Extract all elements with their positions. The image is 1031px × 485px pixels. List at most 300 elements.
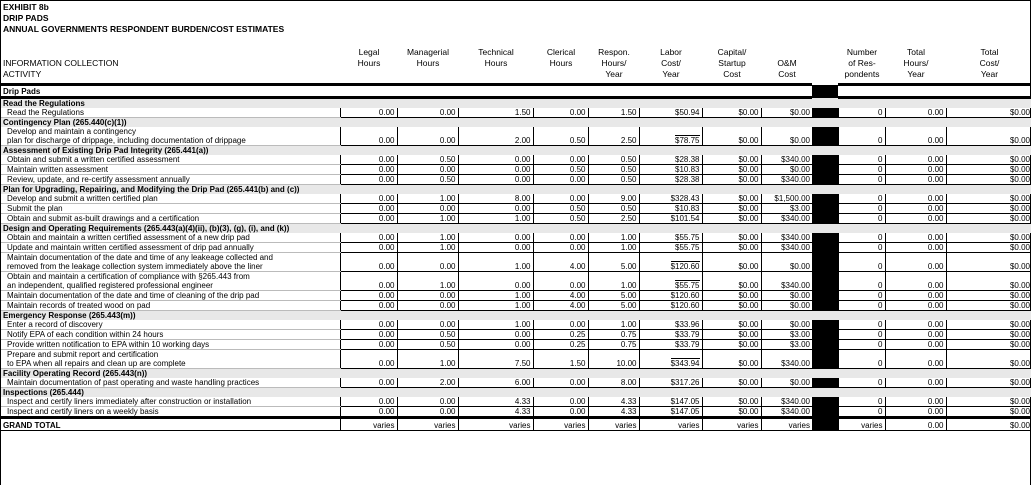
- technical-hours-cell: 1.00: [458, 301, 533, 311]
- labor-cost-value: $120.60: [670, 261, 700, 271]
- activity-label: Maintain records of treated wood on pad: [1, 301, 340, 311]
- section-header-row: [1, 118, 1031, 128]
- table-row: [1, 155, 1031, 165]
- managerial-hours-cell: 0.00: [397, 320, 458, 330]
- total-hours-cell: 0.00: [885, 320, 946, 330]
- legal-hours-cell: 0.00: [340, 155, 397, 165]
- separator-bar: [812, 311, 838, 321]
- grand-total-respon-hours: varies: [588, 418, 639, 431]
- respon-hours-cell: 0.50: [588, 155, 639, 165]
- capital-cost-cell: $0.00: [702, 340, 761, 350]
- om-cost-cell: $3.00: [761, 204, 812, 214]
- section-header-row: [1, 185, 1031, 195]
- legal-hours-cell: 0.00: [340, 194, 397, 204]
- separator-bar: [812, 118, 838, 128]
- managerial-hours-cell: 2.00: [397, 378, 458, 388]
- activity-label: Obtain and submit as-built drawings and a certification: [1, 214, 340, 224]
- total-hours-cell: 0.00: [885, 175, 946, 185]
- managerial-hours-cell: 0.00: [397, 108, 458, 118]
- respon-hours-cell: 5.00: [588, 253, 639, 272]
- total-hours-cell: 0.00: [885, 127, 946, 146]
- header-capital: Capital/ Startup Cost: [717, 47, 747, 79]
- managerial-hours-cell: 0.00: [397, 291, 458, 301]
- legal-hours-cell: 0.00: [340, 253, 397, 272]
- separator-bar: [812, 272, 838, 291]
- activity-label: Read the Regulations: [1, 108, 340, 118]
- section-label: Assessment of Existing Drip Pad Integrity (265.441(a)): [1, 146, 812, 156]
- managerial-hours-cell: 1.00: [397, 350, 458, 369]
- header-legal: Legal Hours: [357, 47, 381, 68]
- technical-hours-cell: 0.00: [458, 340, 533, 350]
- om-cost-cell: $0.00: [761, 253, 812, 272]
- labor-cost-cell: $101.54: [639, 214, 702, 224]
- clerical-hours-cell: 0.50: [533, 214, 588, 224]
- total-hours-cell: 0.00: [885, 330, 946, 340]
- technical-hours-cell: 2.00: [458, 127, 533, 146]
- legal-hours-cell: 0.00: [340, 407, 397, 418]
- separator-bar: [812, 165, 838, 175]
- activity-label-line2: to EPA when all repairs and clean up are complete: [7, 358, 186, 368]
- om-cost-cell: $0.00: [761, 127, 812, 146]
- om-cost-cell: $340.00: [761, 175, 812, 185]
- separator-bar: [812, 204, 838, 214]
- total-hours-cell: 0.00: [885, 340, 946, 350]
- respon-hours-cell: 1.00: [588, 243, 639, 253]
- total-hours-cell: 0.00: [885, 204, 946, 214]
- section-header-row: [1, 98, 1031, 109]
- total-cost-cell: $0.00: [946, 397, 1031, 407]
- respon-hours-cell: 1.00: [588, 320, 639, 330]
- labor-cost-value: $343.94: [670, 358, 700, 368]
- legal-hours-cell: 0.00: [340, 320, 397, 330]
- legal-hours-cell: 0.00: [340, 165, 397, 175]
- activity-label: Inspect and certify liners immediately after construction or installation: [1, 397, 340, 407]
- activity-label: Update and maintain written certified assessment of drip pad annually: [1, 243, 340, 253]
- labor-cost-cell: $10.83: [639, 204, 702, 214]
- section-header-row: [1, 388, 1031, 398]
- num-respondents-cell: 0: [838, 175, 885, 185]
- table-title: ANNUAL GOVERNMENTS RESPONDENT BURDEN/COST ESTIMATES: [3, 24, 285, 34]
- managerial-hours-cell: 1.00: [397, 233, 458, 243]
- capital-cost-cell: $0.00: [702, 407, 761, 418]
- total-cost-cell: $0.00: [946, 407, 1031, 418]
- technical-hours-cell: 1.00: [458, 214, 533, 224]
- section-label: Read the Regulations: [1, 98, 812, 109]
- activity-label: [1, 253, 340, 272]
- section-label: Emergency Response (265.443(m)): [1, 311, 812, 321]
- managerial-hours-cell: 1.00: [397, 214, 458, 224]
- respon-hours-cell: 9.00: [588, 194, 639, 204]
- legal-hours-cell: 0.00: [340, 204, 397, 214]
- managerial-hours-cell: 0.50: [397, 155, 458, 165]
- legal-hours-cell: 0.00: [340, 175, 397, 185]
- technical-hours-cell: 0.00: [458, 155, 533, 165]
- separator-bar: [812, 175, 838, 185]
- total-cost-cell: $0.00: [946, 165, 1031, 175]
- num-respondents-cell: 0: [838, 330, 885, 340]
- table-row: [1, 320, 1031, 330]
- clerical-hours-cell: 0.50: [533, 204, 588, 214]
- activity-label: Obtain and maintain a written certified assessment of a new drip pad: [1, 233, 340, 243]
- labor-cost-cell: $28.38: [639, 155, 702, 165]
- separator-bar: [812, 155, 838, 165]
- clerical-hours-cell: 0.00: [533, 272, 588, 291]
- table-row: [1, 301, 1031, 311]
- clerical-hours-cell: 0.00: [533, 155, 588, 165]
- exhibit-title: EXHIBIT 8b: [3, 2, 49, 12]
- technical-hours-cell: 1.00: [458, 291, 533, 301]
- num-respondents-cell: 0: [838, 155, 885, 165]
- labor-cost-cell: $120.60: [639, 291, 702, 301]
- section-header-row: [1, 146, 1031, 156]
- num-respondents-cell: 0: [838, 253, 885, 272]
- om-cost-cell: $0.00: [761, 165, 812, 175]
- total-hours-cell: 0.00: [885, 378, 946, 388]
- num-respondents-cell: 0: [838, 194, 885, 204]
- legal-hours-cell: 0.00: [340, 108, 397, 118]
- technical-hours-cell: 7.50: [458, 350, 533, 369]
- separator-bar: [812, 194, 838, 204]
- total-cost-cell: $0.00: [946, 330, 1031, 340]
- activity-label-line1: Obtain and maintain a certification of compliance with §265.443 from: [7, 272, 250, 281]
- managerial-hours-cell: 0.00: [397, 397, 458, 407]
- labor-cost-value: $78.75: [675, 135, 700, 145]
- om-cost-cell: $340.00: [761, 233, 812, 243]
- om-cost-cell: $340.00: [761, 407, 812, 418]
- managerial-hours-cell: 0.00: [397, 127, 458, 146]
- technical-hours-cell: 1.00: [458, 320, 533, 330]
- managerial-hours-cell: 1.00: [397, 243, 458, 253]
- respon-hours-cell: 10.00: [588, 350, 639, 369]
- separator-bar: [812, 233, 838, 243]
- clerical-hours-cell: 0.00: [533, 108, 588, 118]
- clerical-hours-cell: 0.50: [533, 165, 588, 175]
- capital-cost-cell: $0.00: [702, 127, 761, 146]
- total-cost-cell: $0.00: [946, 301, 1031, 311]
- grand-total-total-cost: $0.00: [946, 418, 1031, 431]
- total-cost-cell: $0.00: [946, 108, 1031, 118]
- labor-cost-cell: [639, 253, 702, 272]
- table-row: [1, 253, 1031, 272]
- labor-cost-cell: $33.79: [639, 330, 702, 340]
- capital-cost-cell: $0.00: [702, 291, 761, 301]
- capital-cost-cell: $0.00: [702, 253, 761, 272]
- respon-hours-cell: 1.50: [588, 108, 639, 118]
- grand-total-legal-hours: varies: [340, 418, 397, 431]
- managerial-hours-cell: 0.50: [397, 330, 458, 340]
- activity-label-line2: removed from the leakage collection system immediately above the liner: [7, 261, 263, 271]
- activity-label: Obtain and submit a written certified assessment: [1, 155, 340, 165]
- om-cost-cell: $340.00: [761, 155, 812, 165]
- num-respondents-cell: 0: [838, 320, 885, 330]
- clerical-hours-cell: 0.00: [533, 194, 588, 204]
- activity-label: [1, 350, 340, 369]
- total-cost-cell: $0.00: [946, 340, 1031, 350]
- separator-bar: [812, 378, 838, 388]
- clerical-hours-cell: 1.50: [533, 350, 588, 369]
- legal-hours-cell: 0.00: [340, 301, 397, 311]
- labor-cost-value: $55.75: [675, 280, 700, 290]
- technical-hours-cell: 4.33: [458, 407, 533, 418]
- activity-label: Submit the plan: [1, 204, 340, 214]
- total-cost-cell: $0.00: [946, 214, 1031, 224]
- total-hours-cell: 0.00: [885, 233, 946, 243]
- technical-hours-cell: 0.00: [458, 272, 533, 291]
- capital-cost-cell: $0.00: [702, 108, 761, 118]
- num-respondents-cell: 0: [838, 108, 885, 118]
- om-cost-cell: $340.00: [761, 350, 812, 369]
- technical-hours-cell: 0.00: [458, 243, 533, 253]
- grand-total-row: [1, 418, 1031, 431]
- grand-total-managerial-hours: varies: [397, 418, 458, 431]
- technical-hours-cell: 0.00: [458, 165, 533, 175]
- header-clerical: Clerical Hours: [546, 47, 576, 68]
- table-row: [1, 214, 1031, 224]
- separator-bar: [812, 397, 838, 407]
- header-labor: Labor Cost/ Year: [660, 47, 682, 79]
- total-hours-cell: 0.00: [885, 194, 946, 204]
- legal-hours-cell: 0.00: [340, 350, 397, 369]
- total-hours-cell: 0.00: [885, 272, 946, 291]
- grand-total-total-hours: 0.00: [885, 418, 946, 431]
- labor-cost-cell: $28.38: [639, 175, 702, 185]
- table-row: [1, 243, 1031, 253]
- total-cost-cell: $0.00: [946, 175, 1031, 185]
- total-hours-cell: 0.00: [885, 301, 946, 311]
- respon-hours-cell: 1.00: [588, 272, 639, 291]
- num-respondents-cell: 0: [838, 204, 885, 214]
- om-cost-cell: $340.00: [761, 243, 812, 253]
- labor-cost-cell: $33.96: [639, 320, 702, 330]
- respon-hours-cell: 4.33: [588, 407, 639, 418]
- om-cost-cell: $0.00: [761, 291, 812, 301]
- technical-hours-cell: 8.00: [458, 194, 533, 204]
- separator-bar: [812, 320, 838, 330]
- managerial-hours-cell: 0.00: [397, 301, 458, 311]
- clerical-hours-cell: 0.00: [533, 397, 588, 407]
- separator-bar: [812, 291, 838, 301]
- activity-label: Provide written notification to EPA within 10 working days: [1, 340, 340, 350]
- managerial-hours-cell: 0.00: [397, 407, 458, 418]
- clerical-hours-cell: 4.00: [533, 291, 588, 301]
- managerial-hours-cell: 0.00: [397, 204, 458, 214]
- section-label: Inspections (265.444): [1, 388, 812, 398]
- table-row: [1, 407, 1031, 418]
- separator-bar: [812, 127, 838, 146]
- capital-cost-cell: $0.00: [702, 194, 761, 204]
- total-cost-cell: $0.00: [946, 243, 1031, 253]
- table-row: [1, 233, 1031, 243]
- respon-hours-cell: 0.50: [588, 204, 639, 214]
- header-totalhours: Total Hours/ Year: [903, 47, 929, 79]
- total-hours-cell: 0.00: [885, 214, 946, 224]
- separator-bar: [812, 108, 838, 118]
- capital-cost-cell: $0.00: [702, 320, 761, 330]
- total-cost-cell: $0.00: [946, 378, 1031, 388]
- clerical-hours-cell: 0.00: [533, 233, 588, 243]
- activity-label: [1, 272, 340, 291]
- table-row: [1, 194, 1031, 204]
- grand-total-capital-cost: varies: [702, 418, 761, 431]
- table-row: [1, 330, 1031, 340]
- legal-hours-cell: 0.00: [340, 291, 397, 301]
- total-cost-cell: $0.00: [946, 233, 1031, 243]
- capital-cost-cell: $0.00: [702, 214, 761, 224]
- legal-hours-cell: 0.00: [340, 397, 397, 407]
- table-row: [1, 397, 1031, 407]
- table-row: [1, 165, 1031, 175]
- technical-hours-cell: 1.50: [458, 108, 533, 118]
- table-row: [1, 272, 1031, 291]
- om-cost-cell: $0.00: [761, 320, 812, 330]
- total-hours-cell: 0.00: [885, 407, 946, 418]
- section-header-row: [1, 224, 1031, 234]
- grand-total-labor-cost: varies: [639, 418, 702, 431]
- separator-bar: [812, 388, 838, 398]
- clerical-hours-cell: 0.00: [533, 243, 588, 253]
- managerial-hours-cell: 0.00: [397, 253, 458, 272]
- total-cost-cell: $0.00: [946, 272, 1031, 291]
- header-managerial: Managerial Hours: [406, 47, 450, 68]
- capital-cost-cell: $0.00: [702, 272, 761, 291]
- num-respondents-cell: 0: [838, 243, 885, 253]
- activity-label: Review, update, and re-certify assessment annually: [1, 175, 340, 185]
- total-cost-cell: $0.00: [946, 320, 1031, 330]
- grand-total-num-respondents: varies: [838, 418, 885, 431]
- separator-bar: [812, 253, 838, 272]
- capital-cost-cell: $0.00: [702, 243, 761, 253]
- legal-hours-cell: 0.00: [340, 340, 397, 350]
- technical-hours-cell: 0.00: [458, 330, 533, 340]
- burden-table: [1, 83, 1031, 431]
- separator-bar: [812, 418, 838, 431]
- capital-cost-cell: $0.00: [702, 204, 761, 214]
- table-body: [1, 85, 1031, 431]
- header-activity: INFORMATION COLLECTION ACTIVITY: [3, 58, 119, 79]
- total-hours-cell: 0.00: [885, 291, 946, 301]
- table-row: [1, 204, 1031, 214]
- activity-label-line2: plan for discharge of drippage, including documentation of drippage: [7, 135, 246, 145]
- num-respondents-cell: 0: [838, 165, 885, 175]
- legal-hours-cell: 0.00: [340, 127, 397, 146]
- num-respondents-cell: 0: [838, 378, 885, 388]
- managerial-hours-cell: 1.00: [397, 194, 458, 204]
- respon-hours-cell: 2.50: [588, 127, 639, 146]
- om-cost-cell: $3.00: [761, 340, 812, 350]
- separator-bar: [812, 243, 838, 253]
- clerical-hours-cell: 4.00: [533, 301, 588, 311]
- separator-bar: [812, 146, 838, 156]
- total-cost-cell: $0.00: [946, 291, 1031, 301]
- activity-label: Maintain written assessment: [1, 165, 340, 175]
- labor-cost-cell: $328.43: [639, 194, 702, 204]
- technical-hours-cell: 0.00: [458, 233, 533, 243]
- separator-bar: [812, 330, 838, 340]
- header-totalcost: Total Cost/ Year: [979, 47, 1000, 79]
- labor-cost-cell: $33.79: [639, 340, 702, 350]
- capital-cost-cell: $0.00: [702, 155, 761, 165]
- managerial-hours-cell: 1.00: [397, 272, 458, 291]
- capital-cost-cell: $0.00: [702, 233, 761, 243]
- table-row: [1, 378, 1031, 388]
- labor-cost-cell: $317.26: [639, 378, 702, 388]
- grand-total-om-cost: varies: [761, 418, 812, 431]
- total-cost-cell: $0.00: [946, 155, 1031, 165]
- technical-hours-cell: 0.00: [458, 204, 533, 214]
- capital-cost-cell: $0.00: [702, 378, 761, 388]
- managerial-hours-cell: 0.50: [397, 175, 458, 185]
- total-cost-cell: $0.00: [946, 204, 1031, 214]
- num-respondents-cell: 0: [838, 272, 885, 291]
- separator-bar: [812, 98, 838, 109]
- num-respondents-cell: 0: [838, 397, 885, 407]
- subject-title: DRIP PADS: [3, 13, 49, 23]
- clerical-hours-cell: 0.25: [533, 330, 588, 340]
- clerical-hours-cell: 0.00: [533, 175, 588, 185]
- total-hours-cell: 0.00: [885, 155, 946, 165]
- om-cost-cell: $0.00: [761, 108, 812, 118]
- header-numresp: Number of Res- pondents: [844, 47, 880, 79]
- table-row: [1, 127, 1031, 146]
- labor-cost-cell: $147.05: [639, 407, 702, 418]
- num-respondents-cell: 0: [838, 407, 885, 418]
- activity-label: Enter a record of discovery: [1, 320, 340, 330]
- separator-bar: [812, 185, 838, 195]
- clerical-hours-cell: 0.25: [533, 340, 588, 350]
- num-respondents-cell: 0: [838, 301, 885, 311]
- labor-cost-cell: $120.60: [639, 301, 702, 311]
- respon-hours-cell: 2.50: [588, 214, 639, 224]
- respon-hours-cell: 0.75: [588, 330, 639, 340]
- num-respondents-cell: 0: [838, 340, 885, 350]
- managerial-hours-cell: 0.50: [397, 340, 458, 350]
- capital-cost-cell: $0.00: [702, 301, 761, 311]
- labor-cost-cell: $55.75: [639, 243, 702, 253]
- capital-cost-cell: $0.00: [702, 350, 761, 369]
- total-hours-cell: 0.00: [885, 108, 946, 118]
- num-respondents-cell: 0: [838, 233, 885, 243]
- separator-bar: [812, 214, 838, 224]
- om-cost-cell: $340.00: [761, 272, 812, 291]
- separator-bar: [812, 224, 838, 234]
- table-row: [1, 340, 1031, 350]
- legal-hours-cell: 0.00: [340, 233, 397, 243]
- managerial-hours-cell: 0.00: [397, 165, 458, 175]
- table-row: [1, 108, 1031, 118]
- legal-hours-cell: 0.00: [340, 243, 397, 253]
- capital-cost-cell: $0.00: [702, 397, 761, 407]
- labor-cost-cell: $147.05: [639, 397, 702, 407]
- separator-bar: [812, 350, 838, 369]
- clerical-hours-cell: 4.00: [533, 253, 588, 272]
- clerical-hours-cell: 0.00: [533, 407, 588, 418]
- num-respondents-cell: 0: [838, 214, 885, 224]
- labor-cost-cell: $10.83: [639, 165, 702, 175]
- om-cost-cell: $3.00: [761, 330, 812, 340]
- legal-hours-cell: 0.00: [340, 330, 397, 340]
- capital-cost-cell: $0.00: [702, 175, 761, 185]
- labor-cost-cell: [639, 272, 702, 291]
- total-hours-cell: 0.00: [885, 253, 946, 272]
- om-cost-cell: $340.00: [761, 214, 812, 224]
- section-header-row: [1, 311, 1031, 321]
- activity-label: Develop and submit a written certified plan: [1, 194, 340, 204]
- capital-cost-cell: $0.00: [702, 165, 761, 175]
- total-cost-cell: $0.00: [946, 253, 1031, 272]
- separator-bar: [812, 301, 838, 311]
- activity-label-line1: Prepare and submit report and certification: [7, 350, 159, 359]
- drip-pads-row: [1, 85, 1031, 98]
